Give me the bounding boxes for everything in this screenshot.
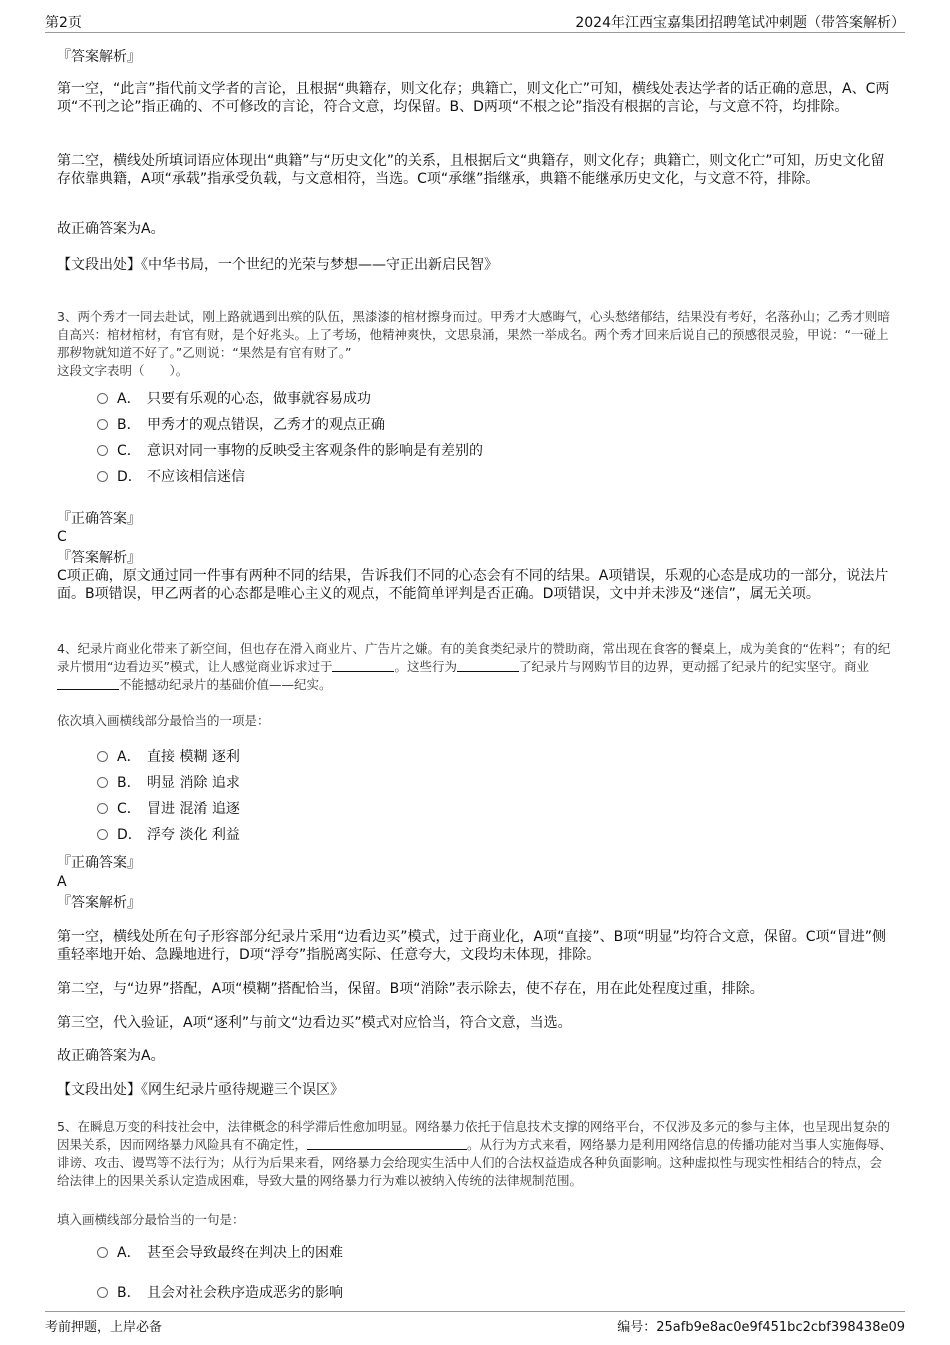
page-number: 第2页 <box>45 15 82 31</box>
document-title: 2024年江西宝嘉集团招聘笔试冲刺题（带答案解析） <box>575 15 905 31</box>
q5-option-a[interactable]: A． 甚至会导致最终在判决上的困难 <box>97 1244 343 1262</box>
radio-icon[interactable] <box>97 393 108 404</box>
q3-option-a[interactable]: A． 只要有乐观的心态，做事就容易成功 <box>97 390 371 408</box>
option-text: 意识对同一事物的反映受主客观条件的影响是有差别的 <box>147 443 483 459</box>
q4-analysis-p1: 第一空，横线处所在句子形容部分纪录片采用“边看边买”模式，过于商业化，A项“直接”、B项“明显”均符合文意，保留。C项“冒进”侧重轻率地开始、急躁地进行，D项“浮夸”指脱离实际、任意夸大，文段均未体现，排除。 <box>57 929 886 963</box>
q4-option-a[interactable]: A． 直接 模糊 逐利 <box>97 748 240 766</box>
radio-icon[interactable] <box>97 751 108 762</box>
radio-icon[interactable] <box>97 471 108 482</box>
q4-source: 【文段出处】《网生纪录片亟待规避三个误区》 <box>57 1082 344 1098</box>
q3-analysis: C项正确，原文通过同一件事有两种不同的结果，告诉我们不同的心态会有不同的结果。A项错误，乐观的心态是成功的一部分，说法片面。B项错误，甲乙两者的心态都是唯心主义的观点，不能简单评判是否正确。D项错误，文中并未涉及“迷信”，属无关项。 <box>57 568 889 602</box>
q3-stem: 3、两个秀才一同去赴试，刚上路就遇到出殡的队伍，黑漆漆的棺材擦身而过。甲秀才大感晦气，心头愁绪郁结，结果没有考好，名落孙山；乙秀才则暗自高兴：棺材棺材，有官有财，是个好兆头。上了考场，他精神爽快，文思泉涌，果然一举成名。两个秀才回来后说自己的预感很灵验，甲说：“一碰上那秽物就知道不好了。”乙则说：“果然是有官有财了。” <box>57 309 890 360</box>
q2-analysis-p1: 第一空，“此言”指代前文学者的言论，且根据“典籍存，则文化存；典籍亡，则文化亡”可知，横线处表达学者的话正确的意思，A、C两项“不刊之论”指正确的、不可修改的言论，符合文意，均保留。B、D两项“不根之论”指没有根据的言论，与文意不符，均排除。 <box>57 81 890 115</box>
q4-analysis-p4: 故正确答案为A。 <box>57 1048 165 1064</box>
option-text: 直接 模糊 逐利 <box>147 749 240 765</box>
radio-icon[interactable] <box>97 445 108 456</box>
radio-icon[interactable] <box>97 803 108 814</box>
radio-icon[interactable] <box>97 777 108 788</box>
q4-prompt: 依次填入画横线部分最恰当的一项是： <box>57 713 270 728</box>
footer-slogan: 考前押题，上岸必备 <box>45 1320 163 1335</box>
q3-answer: C <box>57 529 67 545</box>
q5-option-b[interactable]: B． 且会对社会秩序造成恶劣的影响 <box>97 1284 343 1302</box>
q3-option-c[interactable]: C． 意识对同一事物的反映受主客观条件的影响是有差别的 <box>97 442 483 460</box>
q4-option-c[interactable]: C． 冒进 混淆 追逐 <box>97 800 240 818</box>
option-text: 甲秀才的观点错误，乙秀才的观点正确 <box>147 417 385 433</box>
option-text: 浮夸 淡化 利益 <box>147 827 240 843</box>
q2-analysis-p3: 故正确答案为A。 <box>57 221 165 237</box>
q4-analysis-label: 『答案解析』 <box>57 895 141 911</box>
radio-icon[interactable] <box>97 419 108 430</box>
option-text: 不应该相信迷信 <box>147 469 245 485</box>
q4-answer-label: 『正确答案』 <box>57 855 141 871</box>
blank-1 <box>307 1137 467 1150</box>
q4-option-d[interactable]: D． 浮夸 淡化 利益 <box>97 826 240 844</box>
radio-icon[interactable] <box>97 829 108 840</box>
q3-prompt: 这段文字表明（ ）。 <box>57 363 189 378</box>
option-text: 且会对社会秩序造成恶劣的影响 <box>147 1285 343 1301</box>
q2-analysis-p2: 第二空，横线处所填词语应体现出“典籍”与“历史文化”的关系，且根据后文“典籍存，则文化存；典籍亡，则文化亡”可知，历史文化留存依靠典籍，A项“承载”指承受负载，与文意相符，当选。C项“承继”指继承，典籍不能继承历史文化，与文意不符，排除。 <box>57 153 885 187</box>
blank-3 <box>57 677 119 690</box>
page-header <box>45 10 905 33</box>
option-text: 甚至会导致最终在判决上的困难 <box>147 1245 343 1261</box>
q2-source: 【文段出处】《中华书局，一个世纪的光荣与梦想——守正出新启民智》 <box>57 257 498 273</box>
q3-analysis-label: 『答案解析』 <box>57 550 141 566</box>
q4-analysis-p3: 第三空，代入验证，A项“逐利”与前文“边看边买”模式对应恰当，符合文意，当选。 <box>57 1015 572 1031</box>
blank-1 <box>332 659 394 672</box>
option-text: 明显 消除 追求 <box>147 775 240 791</box>
q4-option-b[interactable]: B． 明显 消除 追求 <box>97 774 240 792</box>
q4-stem: 4、纪录片商业化带来了新空间，但也存在滑入商业片、广告片之嫌。有的美食类纪录片的赞助商，常出现在食客的餐桌上，成为美食的“佐料”；有的纪录片惯用“边看边买”模式，让人感觉商业诉求过于 。这些行为 了纪录片与网购节目的边界，更动摇了纪录片的纪实坚守。商业不能撼动纪录片的基础价值——纪实。 <box>57 641 891 692</box>
page-footer <box>45 1311 905 1334</box>
blank-2 <box>457 659 519 672</box>
q4-analysis-p2: 第二空，与“边界”搭配，A项“模糊”搭配恰当，保留。B项“消除”表示除去，使不存在，用在此处程度过重，排除。 <box>57 981 764 997</box>
q4-answer: A <box>57 874 67 890</box>
q5-prompt: 填入画横线部分最恰当的一句是： <box>57 1212 245 1227</box>
radio-icon[interactable] <box>97 1287 108 1298</box>
document-id: 编号：25afb9e8ac0e9f451bc2cbf398438e09 <box>617 1320 905 1335</box>
q2-analysis-label: 『答案解析』 <box>57 49 141 65</box>
option-text: 冒进 混淆 追逐 <box>147 801 240 817</box>
option-text: 只要有乐观的心态，做事就容易成功 <box>147 391 371 407</box>
q5-stem: 5、在瞬息万变的科技社会中，法律概念的科学滞后性愈加明显。网络暴力依托于信息技术支撑的网络平台，不仅涉及多元的参与主体，也呈现出复杂的因果关系，因而网络暴力风险具有不确定性， 。从行为方式来看，网络暴力是利用网络信息的传播功能对当事人实施侮辱、诽谤、攻击、谩骂等不法行为；从行为后果来看，网络暴力会给现实生活中人们的合法权益造成各种负面影响。这种虚拟性与现实性相结合的特点，会给法律上的因果关系认定造成困难，导致大量的网络暴力行为难以被纳入传统的法律规制范围。 <box>57 1119 893 1188</box>
q3-answer-label: 『正确答案』 <box>57 511 141 527</box>
q3-option-d[interactable]: D． 不应该相信迷信 <box>97 468 245 486</box>
q3-option-b[interactable]: B． 甲秀才的观点错误，乙秀才的观点正确 <box>97 416 385 434</box>
radio-icon[interactable] <box>97 1247 108 1258</box>
